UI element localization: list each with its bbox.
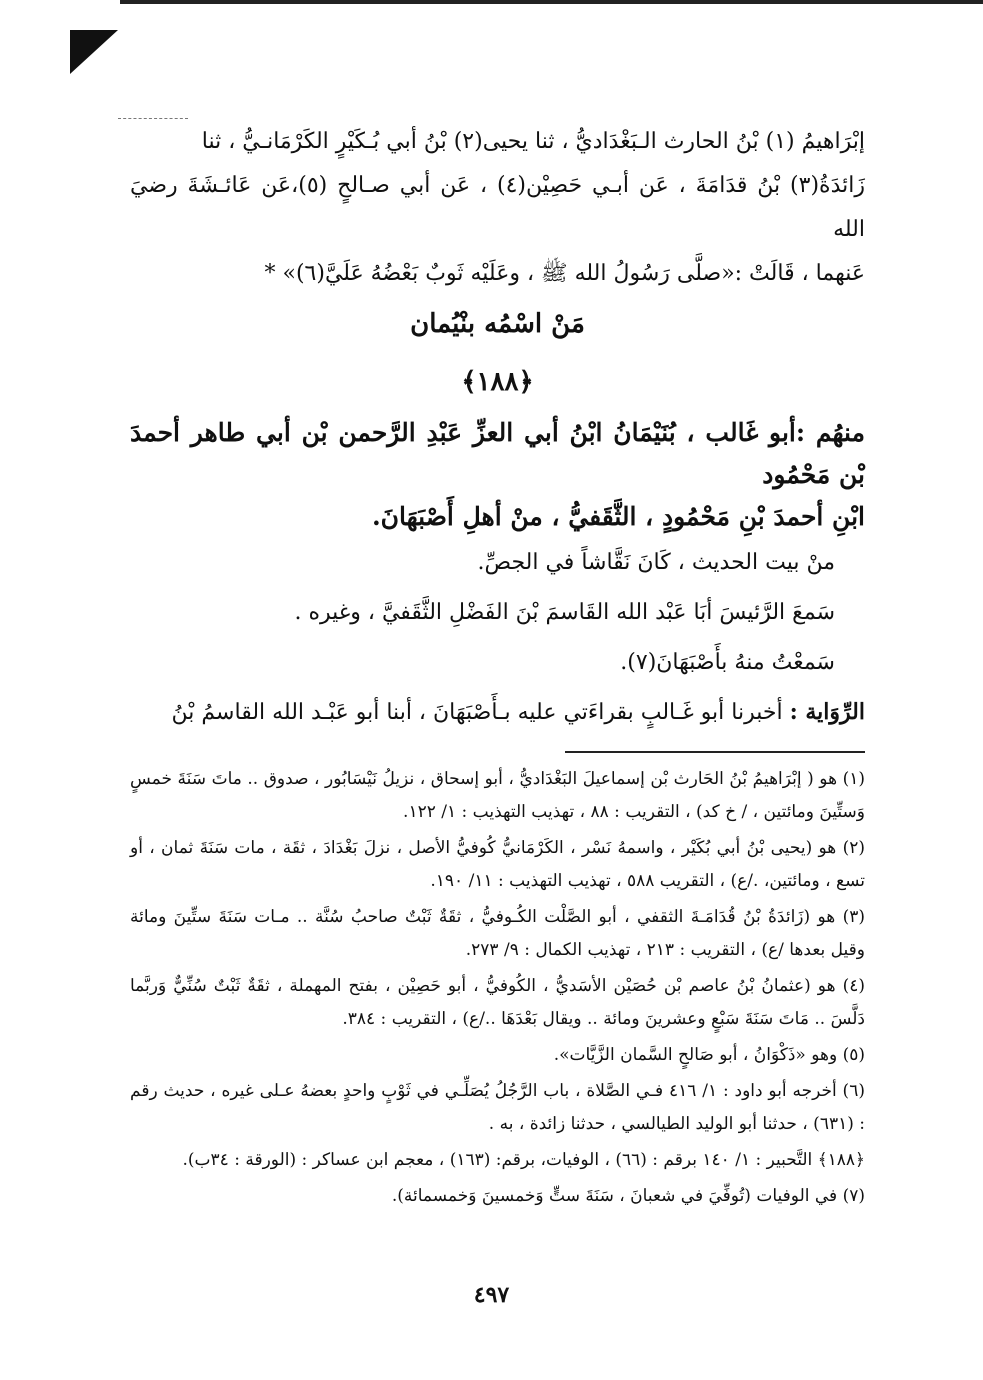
intro-hadith	[130, 120, 865, 296]
footnote-1: (١) هو ( إبْرَاهيمُ بْنُ الحَارث بْن إسماعيلَ البَغْدَاديُّ ، أبو إسحاق ، نزيلُ نَيْسَابُور ، صدوق .. ماتَ سَنَةَ خمسٍ وَستِّينَ ومائتين ، / خ كد) ، التقريب : ٨٨ ، تهذيب التهذيب : ١/ ١٢٢.	[130, 769, 865, 822]
biography-line-3: سَمعْتُ منهُ بأَصْبَهَانَ(٧).	[620, 650, 835, 675]
narration	[130, 692, 865, 733]
corner-triangle-mark	[70, 30, 118, 74]
narration-text: أخبرنا أبو غَـالبٍ بقراءَتي عليه بـأَصْبَهَانَ ، أبنا أبو عَبْـد الله القاسمُ بْنُ	[171, 700, 783, 725]
biography-line-2: سَمعَ الرَّئيسَ أبَا عَبْد الله القَاسمَ بْنَ الفَضْلِ الثَّقَفيَّ ، وغيره .	[294, 600, 835, 625]
page-number: ٤٩٧	[473, 1282, 510, 1308]
biography-body	[130, 538, 865, 688]
footnote-7: (٧) في الوفيات (تُوفِّيَ في شعبانَ ، سَنَةَ ستٍّ وَخمسينَ وَخمسمائة).	[391, 1186, 865, 1206]
intro-line-2: زَائدَةُ(٣) بْنُ قدَامَةَ ، عَن أبـي حَصِيْن(٤) ، عَن أبي صـالحٍ (٥)،عَن عَائـشَةَ رضيَ الله	[130, 173, 865, 242]
footnote-entry-sources: ﴿١٨٨﴾ التَّحبير : ١/ ١٤٠ برقم : (٦٦) ، الوفيات، برقم: (١٦٣) ، معجم ابن عساكر : (الورقة : ٣٤ب).	[182, 1150, 865, 1170]
biography-header-line-1: منهُم :أبو غَالب ، بُنَيْمَانُ ابْنُ أبي العزِّ عَبْدِ الرَّحمن بْن أبي طاهر أحمدَ بْن مَحْمُود	[130, 418, 865, 489]
footnote-5: (٥) وهو «ذَكْوَانُ ، أبو صَالحٍ السَّمان الزَّيَّات».	[553, 1045, 865, 1065]
biography-header-line-2: ابْنِ أحمدَ بْنِ مَحْمُودٍ ، الثَّقَفيُّ ، منْ أهلِ أَصْبَهَانَ.	[371, 502, 865, 531]
section-title: مَنْ اسْمُه بنْيُمان	[410, 309, 585, 339]
footnote-2: (٢) هو (يحيى بْنُ أبي بُكَيْر ، واسمهُ نَسْر ، الكَرْمَانيُّ كُوفيُّ الأصل ، نزلَ بَغْدَادَ ، ثقَة ، مات سَنَةَ ثمان ، أو تسع ، ومائتين، ./ع) ، التقريب ٥٨٨ ، تهذيب التهذيب : ١١/ ١٩٠.	[130, 838, 865, 891]
scan-dash-mark	[118, 118, 188, 119]
narration-label: الرِّوَاية :	[789, 699, 865, 725]
page-content	[130, 120, 865, 1216]
footnote-separator	[565, 751, 865, 753]
footnote-4: (٤) هو (عثمانُ بْنُ عاصم بْن حُصَيْن الأسَديُّ ، الكُوفيُّ ، أبو حَصِيْن ، بفتح المهملة ، ثقَةٌ ثَبْتٌ سُنِّيٌّ وَربَّما دَلَّسَ .. مَاتَ سَنَةَ سَبْعٍ وعشرينَ ومائة .. ويقال بَعْدَهَا ../ع) ، التقريب : ٣٨٤.	[130, 976, 865, 1029]
footnote-6: (٦) أخرجه أبو داود : ١/ ٤١٦ فـي الصَّلاة ، باب الرَّجُلُ يُصَلِّـي في ثَوْبٍ واحدٍ بعضهُ عـلى غيره ، حديث رقم : (٦٣١) ، حدثنا أبو الوليد الطيالسي ، حدثنا زائدة ، به .	[130, 1081, 865, 1134]
footnotes	[130, 763, 865, 1213]
intro-line-3: عَنهما ، قَالَتْ :«صلَّى رَسُولُ الله ﷺ ، وعَلَيْه ثَوبٌ بَعْضُهُ عَلَيَّ(٦)» *	[264, 261, 865, 286]
top-border-line	[120, 0, 983, 4]
entry-number: ﴿١٨٨﴾	[461, 367, 534, 397]
footnote-3: (٣) هو (زَائدَةُ بْنُ قُدَامَـةَ الثقفي ، أبو الصَّلْت الكُـوفيُّ ، ثقَةٌ ثَبْتٌ صاحبُ سُنَّة .. مـات سَنَةَ ستِّينَ ومائة وقيل بعدها /ع) ، التقريب : ٢١٣ ، تهذيب الكمال : ٩/ ٢٧٣.	[130, 907, 865, 960]
biography-header	[130, 412, 865, 538]
biography-line-1: منْ بيت الحديث ، كَانَ نَقَّاشاً في الجصِّ.	[477, 550, 835, 575]
intro-line-1: إبْرَاهيمُ (١) بْنُ الحارث الـبَغْدَاديُّ ، ثنا يحيى(٢) بْنُ أبي بُـكَيْرٍ الكَرْمَانـيُّ ، ثنا	[201, 129, 865, 154]
